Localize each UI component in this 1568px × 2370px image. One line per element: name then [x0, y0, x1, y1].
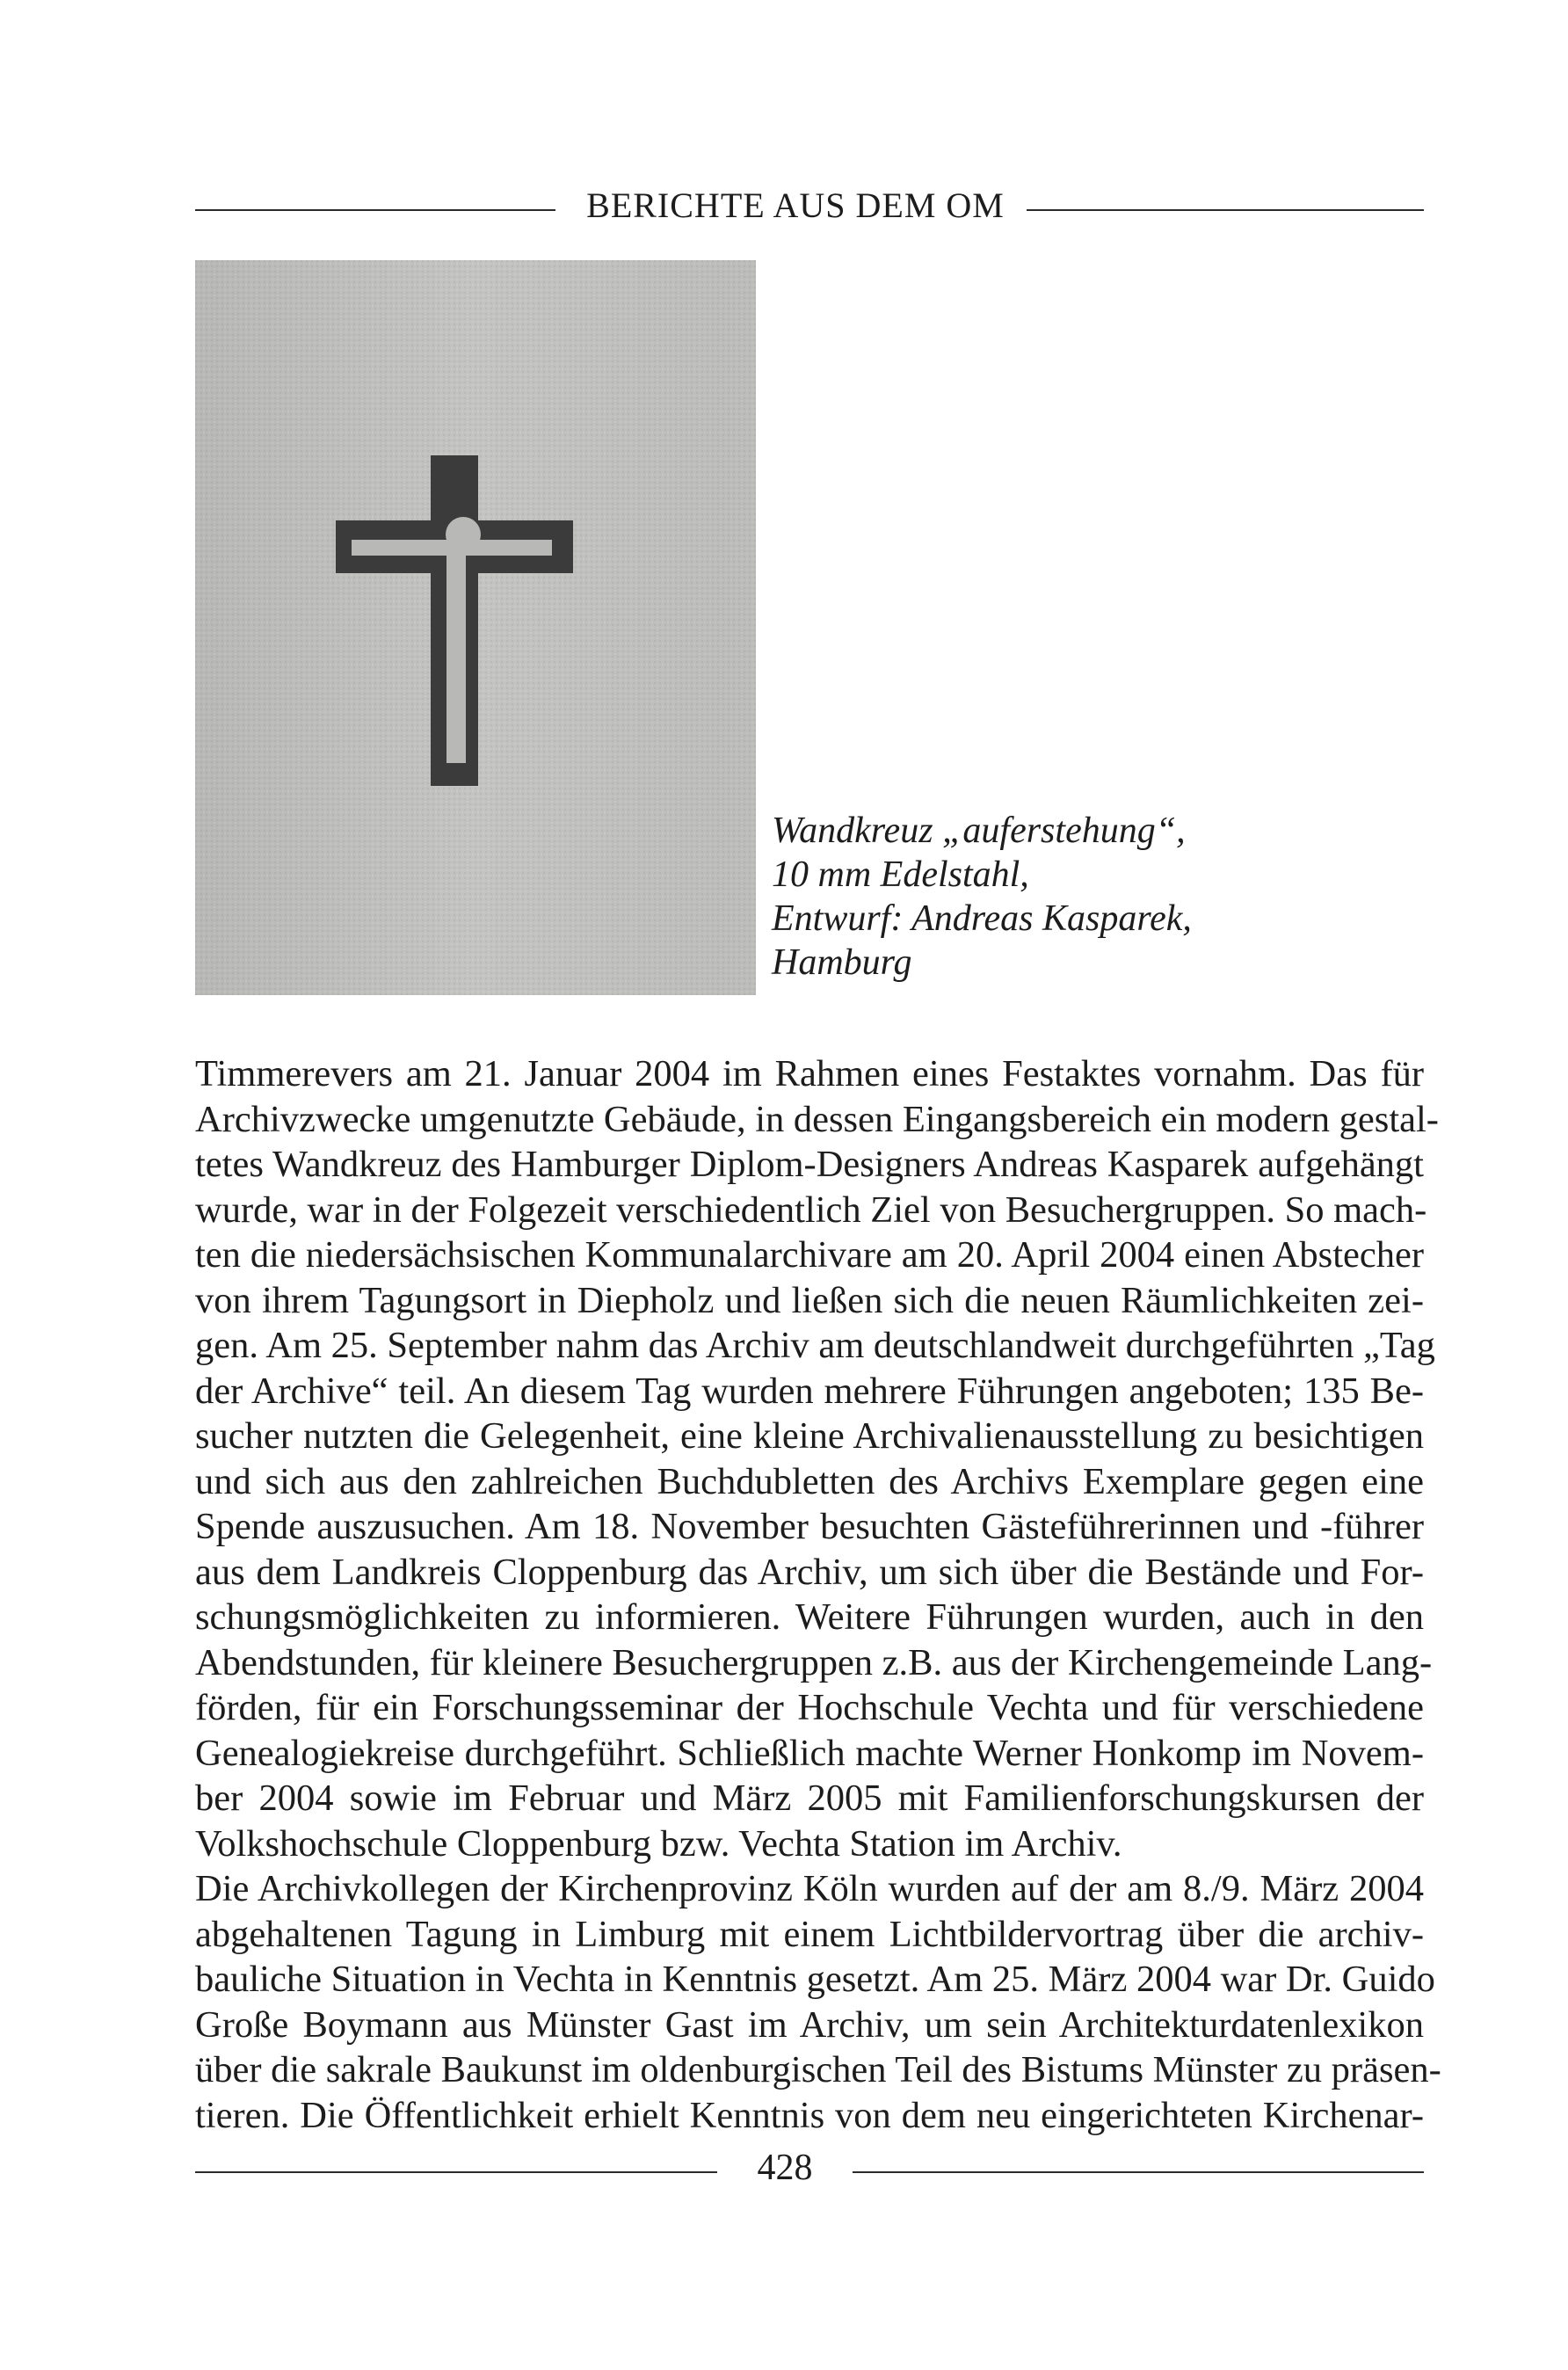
text-line: der Archive“ teil. An diesem Tag wurden mehrere Führungen angeboten; 135 Be-: [195, 1370, 1424, 1412]
header-rule-left: [195, 209, 555, 211]
text-line: aus dem Landkreis Cloppenburg das Archiv, um sich über die Bestände und For-: [195, 1551, 1424, 1593]
text-line: Timmerevers am 21. Januar 2004 im Rahmen eines Festaktes vornahm. Das für: [195, 1053, 1424, 1094]
body-text: [195, 1051, 1441, 2138]
text-line: Genealogiekreise durchgeführt. Schließlich machte Werner Honkomp im Novem-: [195, 1732, 1424, 1774]
text-line: tetes Wandkreuz des Hamburger Diplom-Designers Andreas Kasparek aufgehängt: [195, 1144, 1424, 1185]
page-number: 428: [757, 2148, 813, 2188]
footer-rule-right: [853, 2171, 1424, 2173]
text-line: förden, für ein Forschungsseminar der Hochschule Vechta und für verschiedene: [195, 1687, 1424, 1728]
caption-line: Entwurf: Andreas Kasparek,: [772, 898, 1192, 939]
footer-rule-left: [195, 2171, 717, 2173]
paragraph-1: [195, 1051, 1439, 1866]
paragraph-2: [195, 1866, 1441, 2138]
text-line: abgehaltenen Tagung in Limburg mit einem Lichtbildervortrag über die archiv-: [195, 1913, 1424, 1955]
running-header: BERICHTE AUS DEM OM: [586, 185, 1005, 225]
text-line: tieren. Die Öffentlichkeit erhielt Kenntnis von dem neu eingerichteten Kirchenar-: [195, 2094, 1424, 2136]
wall-cross-photo: [195, 260, 756, 995]
text-line: ber 2004 sowie im Februar und März 2005 mit Familienforschungskursen der: [195, 1778, 1424, 1819]
text-line: gen. Am 25. September nahm das Archiv am deutschlandweit durchgeführten „Tag: [195, 1325, 1435, 1366]
text-line: bauliche Situation in Vechta in Kenntnis gesetzt. Am 25. März 2004 war Dr. Guido: [195, 1959, 1435, 2000]
caption-line: Wandkreuz „auferstehung“,: [772, 811, 1186, 851]
header-rule-right: [1027, 209, 1424, 211]
text-line: Spende auszusuchen. Am 18. November besuchten Gästeführerinnen und -führer: [195, 1506, 1424, 1547]
text-line: Abendstunden, für kleinere Besuchergruppen z.B. aus der Kirchengemeinde Lang-: [195, 1641, 1433, 1683]
figure-caption: [772, 809, 1334, 985]
text-line: Volkshochschule Cloppenburg bzw. Vechta Station im Archiv.: [195, 1822, 1122, 1865]
text-line: Die Archivkollegen der Kirchenprovinz Köln wurden auf der am 8./9. März 2004: [195, 1868, 1424, 1909]
text-line: von ihrem Tagungsort in Diepholz und ließen sich die neuen Räumlichkeiten zei-: [195, 1279, 1424, 1321]
text-line: schungsmöglichkeiten zu informieren. Weitere Führungen wurden, auch in den: [195, 1596, 1424, 1638]
text-line: Archivzwecke umgenutzte Gebäude, in dessen Eingangsbereich ein modern gestal-: [195, 1098, 1439, 1140]
text-line: sucher nutzten die Gelegenheit, eine kleine Archivalienausstellung zu besichtigen: [195, 1415, 1424, 1457]
text-line: ten die niedersächsischen Kommunalarchivare am 20. April 2004 einen Abstecher: [195, 1234, 1424, 1276]
text-line: wurde, war in der Folgezeit verschiedentlich Ziel von Besuchergruppen. So mach-: [195, 1189, 1427, 1231]
caption-line: Hamburg: [772, 942, 912, 983]
caption-line: 10 mm Edelstahl,: [772, 854, 1029, 895]
text-line: über die sakrale Baukunst im oldenburgischen Teil des Bistums Münster zu präsen-: [195, 2049, 1441, 2090]
text-line: und sich aus den zahlreichen Buchdubletten des Archivs Exemplare gegen eine: [195, 1460, 1424, 1502]
text-line: Große Boymann aus Münster Gast im Archiv, um sein Architekturdatenlexikon: [195, 2003, 1424, 2046]
